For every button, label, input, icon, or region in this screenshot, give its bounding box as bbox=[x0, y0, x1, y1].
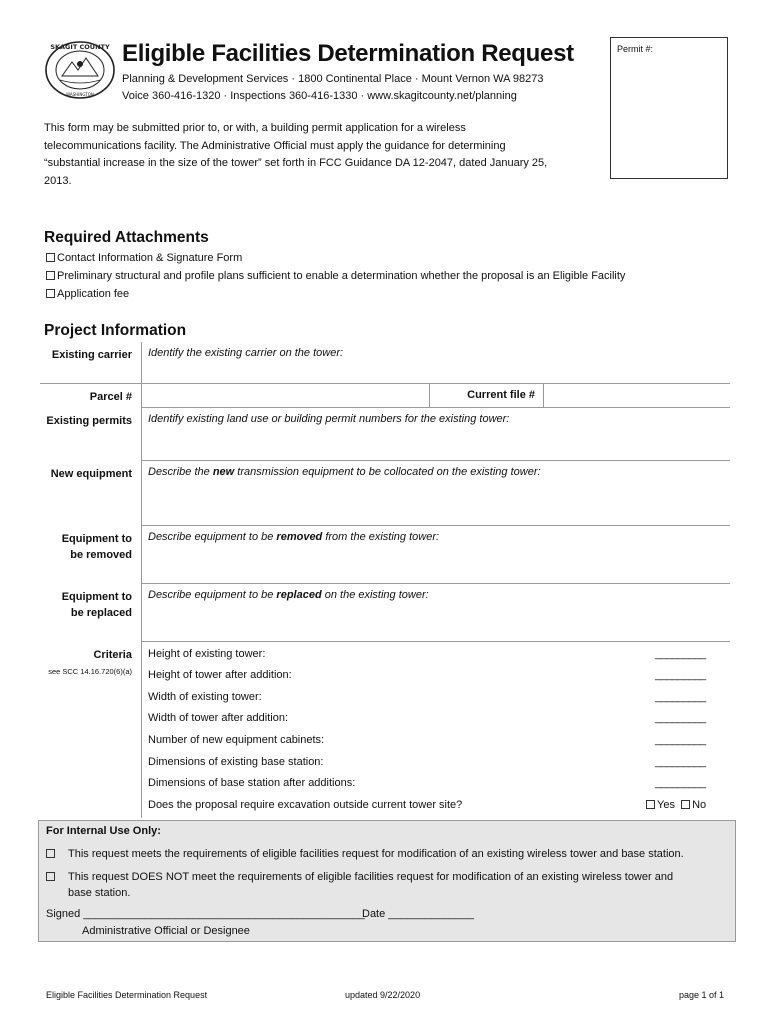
table-divider bbox=[141, 525, 730, 526]
table-divider bbox=[141, 583, 730, 584]
intro-line: 2013. bbox=[44, 174, 72, 187]
existing-permits-field[interactable]: Identify existing land use or building permit numbers for the existing tower: bbox=[148, 413, 510, 425]
excavation-yes-no bbox=[646, 799, 706, 811]
attachment-item-fee[interactable] bbox=[46, 288, 129, 300]
attachment-label: Contact Information & Signature Form bbox=[57, 252, 243, 264]
criteria-blank[interactable]: _________ bbox=[655, 756, 706, 768]
footer-page-number: page 1 of 1 bbox=[679, 990, 725, 1000]
yes-checkbox[interactable] bbox=[646, 800, 655, 809]
label-line: Equipment to bbox=[61, 533, 132, 545]
attachment-label: Preliminary structural and profile plans sufficient to enable a determination whether the proposal is an Eligible Facility bbox=[57, 270, 626, 282]
table-divider bbox=[141, 342, 142, 818]
criteria-code-note: see SCC 14.16.720(6)(a) bbox=[48, 667, 132, 676]
criteria-item: Height of tower after addition: bbox=[148, 669, 292, 681]
meets-requirements-row[interactable] bbox=[46, 848, 57, 860]
not-meet-requirements-text bbox=[68, 869, 673, 901]
equipment-removed-label bbox=[40, 531, 132, 563]
equipment-replaced-field[interactable] bbox=[148, 589, 429, 601]
intro-paragraph bbox=[44, 120, 592, 190]
existing-carrier-field[interactable]: Identify the existing carrier on the tower: bbox=[148, 347, 344, 359]
county-seal-logo bbox=[44, 40, 116, 100]
hint-text: Describe equipment to be bbox=[148, 531, 277, 543]
criteria-blank[interactable]: _________ bbox=[655, 648, 706, 660]
official-caption: Administrative Official or Designee bbox=[82, 925, 250, 937]
form-title: Eligible Facilities Determination Request bbox=[122, 40, 574, 67]
no-checkbox[interactable] bbox=[681, 800, 690, 809]
criteria-item: Dimensions of existing base station: bbox=[148, 756, 324, 768]
label-line: Equipment to bbox=[61, 591, 132, 603]
label-line: be removed bbox=[70, 549, 132, 561]
criteria-item: Dimensions of base station after additions: bbox=[148, 777, 356, 789]
criteria-blank[interactable]: _________ bbox=[655, 734, 706, 746]
date-line[interactable]: Date ______________ bbox=[362, 908, 474, 920]
yes-label: Yes bbox=[657, 799, 675, 811]
new-equipment-label: New equipment bbox=[50, 468, 132, 480]
svg-text:SKAGIT COUNTY: SKAGIT COUNTY bbox=[50, 43, 110, 51]
hint-text: Describe the bbox=[148, 466, 213, 478]
parcel-input[interactable] bbox=[142, 384, 429, 407]
text-line: base station. bbox=[68, 887, 131, 899]
table-divider bbox=[141, 460, 730, 461]
checkbox[interactable] bbox=[46, 253, 55, 262]
new-equipment-field[interactable] bbox=[148, 466, 541, 478]
intro-line: This form may be submitted prior to, or with, a building permit application for a wireless bbox=[44, 122, 466, 134]
attachment-item-contact[interactable] bbox=[46, 252, 242, 264]
checkbox[interactable] bbox=[46, 289, 55, 298]
criteria-item: Number of new equipment cabinets: bbox=[148, 734, 325, 746]
intro-line: telecommunications facility. The Administrative Official must apply the guidance for determining bbox=[44, 139, 506, 152]
meets-requirements-text: This request meets the requirements of eligible facilities request for modification of an existing wireless tower and base station. bbox=[68, 848, 684, 860]
table-divider bbox=[141, 407, 730, 408]
equipment-removed-field[interactable] bbox=[148, 531, 439, 543]
criteria-blank[interactable]: _________ bbox=[655, 712, 706, 724]
address-line: Planning & Development Services · 1800 Continental Place · Mount Vernon WA 98273 bbox=[122, 73, 544, 85]
text-line: This request DOES NOT meet the requirements of eligible facilities request for modification of an existing wireless tower and bbox=[68, 871, 674, 883]
criteria-blank[interactable]: _________ bbox=[655, 777, 706, 789]
signature-line[interactable]: Signed ______________________________________________ bbox=[46, 908, 365, 920]
hint-text: transmission equipment to be collocated on the existing tower: bbox=[234, 466, 541, 478]
criteria-item: Width of tower after addition: bbox=[148, 712, 289, 724]
not-meet-requirements-row[interactable] bbox=[46, 871, 57, 883]
criteria-item: Does the proposal require excavation outside current tower site? bbox=[148, 799, 463, 811]
criteria-label: Criteria bbox=[93, 649, 132, 661]
footer-updated-date: updated 9/22/2020 bbox=[345, 990, 421, 1000]
hint-emphasis: replaced bbox=[276, 589, 322, 601]
criteria-blank[interactable]: _________ bbox=[655, 669, 706, 681]
contact-line: Voice 360-416-1320 · Inspections 360-416-1330 · www.skagitcounty.net/planning bbox=[122, 90, 517, 102]
label-line: be replaced bbox=[70, 607, 132, 619]
existing-permits-label: Existing permits bbox=[46, 415, 132, 427]
hint-emphasis: new bbox=[212, 466, 235, 478]
criteria-blank[interactable]: _________ bbox=[655, 691, 706, 703]
permit-number-label: Permit #: bbox=[617, 44, 654, 54]
attachment-label: Application fee bbox=[57, 288, 130, 300]
criteria-item: Height of existing tower: bbox=[148, 648, 266, 660]
equipment-replaced-label bbox=[40, 589, 132, 621]
criteria-item: Width of existing tower: bbox=[148, 691, 262, 703]
intro-line: “substantial increase in the size of the tower” set forth in FCC Guidance DA 12-2047, dated January 25, bbox=[44, 157, 548, 169]
project-information-heading: Project Information bbox=[44, 322, 187, 339]
internal-use-title: For Internal Use Only: bbox=[46, 825, 161, 837]
not-meet-checkbox[interactable] bbox=[46, 872, 55, 881]
current-file-input[interactable] bbox=[544, 384, 730, 407]
footer-form-name: Eligible Facilities Determination Request bbox=[46, 990, 208, 1000]
attachment-item-plans[interactable] bbox=[46, 270, 625, 282]
required-attachments-heading: Required Attachments bbox=[44, 229, 209, 246]
checkbox[interactable] bbox=[46, 271, 55, 280]
svg-text:WASHINGTON: WASHINGTON bbox=[66, 92, 94, 97]
existing-carrier-label: Existing carrier bbox=[51, 349, 132, 361]
current-file-label: Current file # bbox=[467, 389, 535, 401]
no-label: No bbox=[692, 799, 707, 811]
meets-checkbox[interactable] bbox=[46, 849, 55, 858]
hint-text: Describe equipment to be bbox=[148, 589, 277, 601]
parcel-label: Parcel # bbox=[89, 391, 132, 403]
hint-text: on the existing tower: bbox=[321, 589, 429, 601]
hint-text: from the existing tower: bbox=[322, 531, 440, 543]
hint-emphasis: removed bbox=[276, 531, 323, 543]
permit-number-box[interactable] bbox=[610, 37, 728, 179]
table-divider bbox=[141, 641, 730, 642]
